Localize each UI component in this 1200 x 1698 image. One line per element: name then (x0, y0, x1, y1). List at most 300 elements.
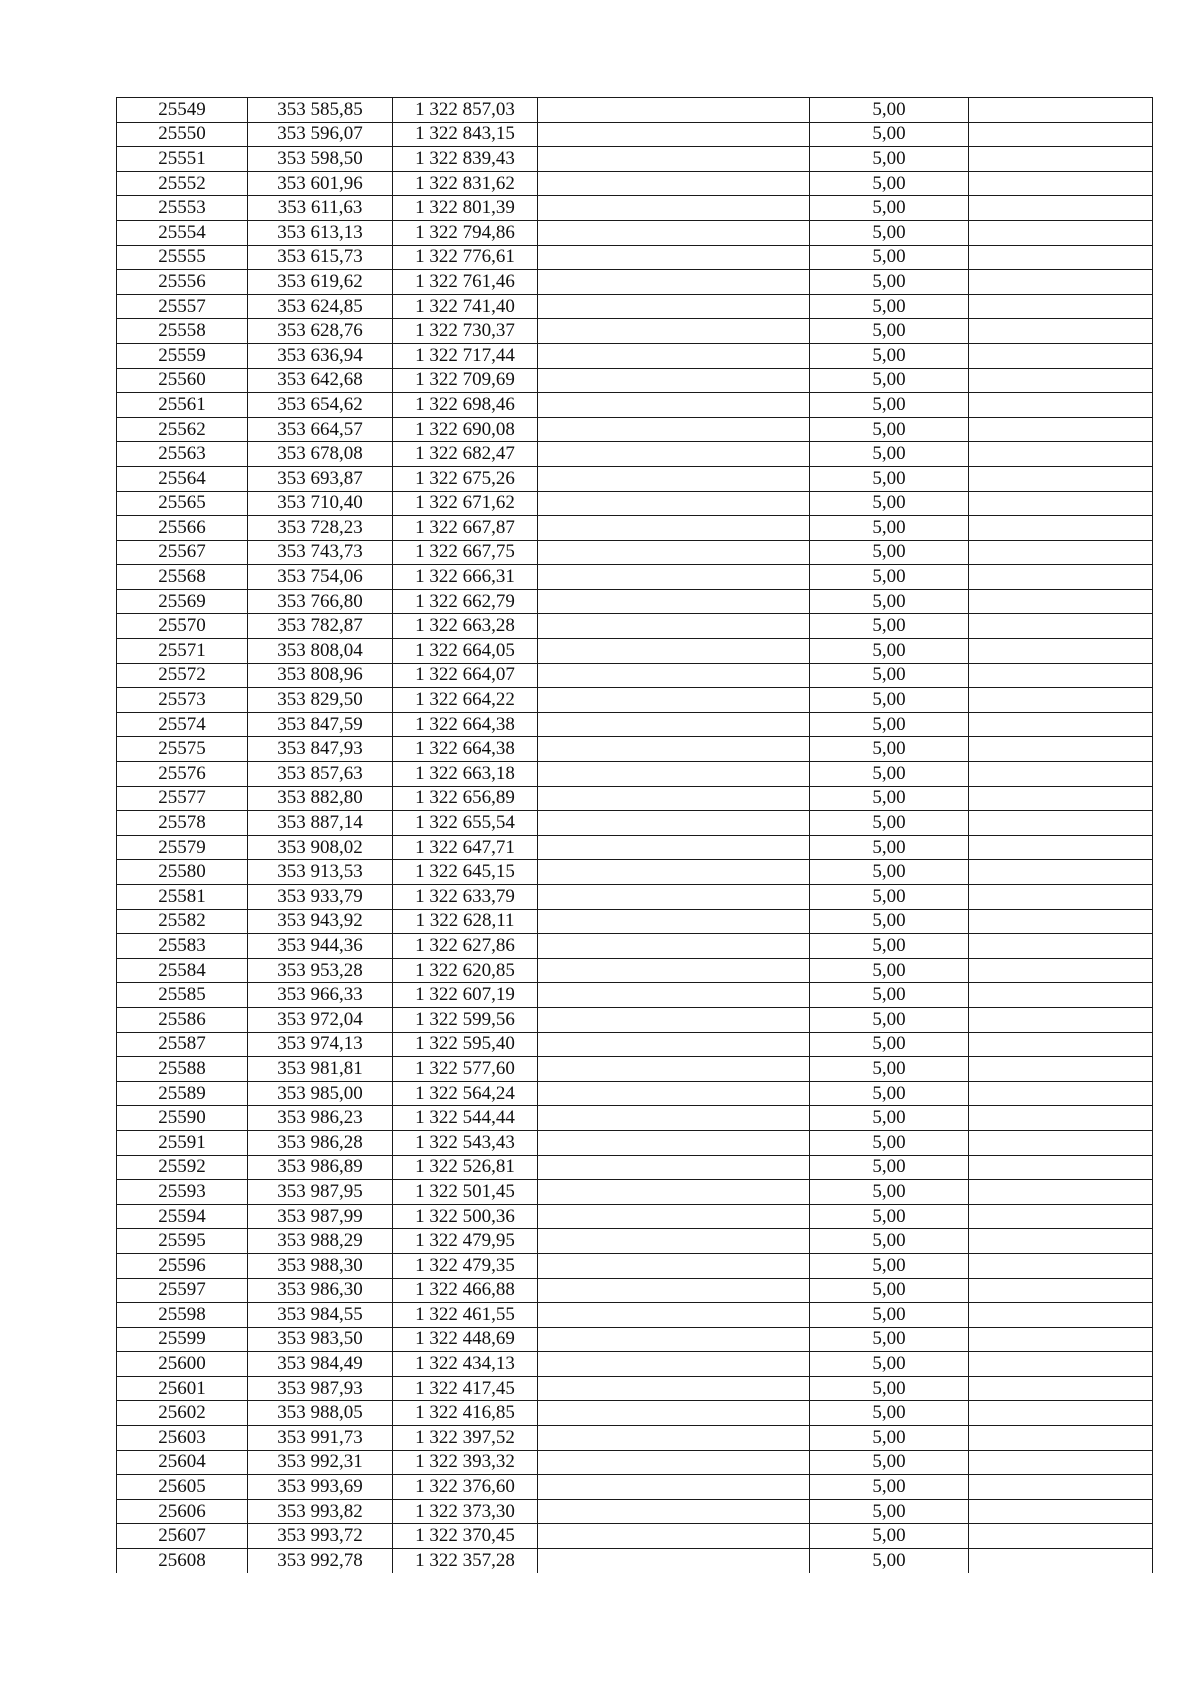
empty-cell (969, 294, 1153, 319)
empty-cell (538, 909, 810, 934)
x-coordinate-cell: 353 654,62 (248, 393, 393, 418)
x-coordinate-cell: 353 847,93 (248, 737, 393, 762)
coordinate-table (116, 97, 1153, 1573)
empty-cell (538, 1204, 810, 1229)
point-number-cell: 25561 (117, 393, 248, 418)
point-number-cell: 25602 (117, 1401, 248, 1426)
x-coordinate-cell: 353 611,63 (248, 196, 393, 221)
accuracy-value-cell: 5,00 (810, 393, 969, 418)
y-coordinate-cell: 1 322 628,11 (393, 909, 538, 934)
accuracy-value-cell: 5,00 (810, 294, 969, 319)
accuracy-value-cell: 5,00 (810, 934, 969, 959)
y-coordinate-cell: 1 322 647,71 (393, 835, 538, 860)
y-coordinate-cell: 1 322 466,88 (393, 1278, 538, 1303)
accuracy-value-cell: 5,00 (810, 1352, 969, 1377)
table-row (117, 663, 1153, 688)
empty-cell (969, 393, 1153, 418)
point-number-cell: 25562 (117, 417, 248, 442)
y-coordinate-cell: 1 322 633,79 (393, 885, 538, 910)
empty-cell (538, 294, 810, 319)
empty-cell (538, 466, 810, 491)
y-coordinate-cell: 1 322 794,86 (393, 220, 538, 245)
empty-cell (969, 171, 1153, 196)
empty-cell (969, 1180, 1153, 1205)
accuracy-value-cell: 5,00 (810, 1130, 969, 1155)
x-coordinate-cell: 353 991,73 (248, 1426, 393, 1451)
y-coordinate-cell: 1 322 662,79 (393, 589, 538, 614)
y-coordinate-cell: 1 322 620,85 (393, 958, 538, 983)
empty-cell (538, 934, 810, 959)
x-coordinate-cell: 353 908,02 (248, 835, 393, 860)
y-coordinate-cell: 1 322 501,45 (393, 1180, 538, 1205)
table-row (117, 196, 1153, 221)
table-row (117, 1180, 1153, 1205)
point-number-cell: 25564 (117, 466, 248, 491)
empty-cell (538, 491, 810, 516)
empty-cell (538, 196, 810, 221)
table-row (117, 1155, 1153, 1180)
empty-cell (538, 1524, 810, 1549)
table-row (117, 393, 1153, 418)
empty-cell (538, 540, 810, 565)
accuracy-value-cell: 5,00 (810, 1499, 969, 1524)
accuracy-value-cell: 5,00 (810, 270, 969, 295)
x-coordinate-cell: 353 693,87 (248, 466, 393, 491)
y-coordinate-cell: 1 322 416,85 (393, 1401, 538, 1426)
accuracy-value-cell: 5,00 (810, 565, 969, 590)
point-number-cell: 25556 (117, 270, 248, 295)
table-row (117, 639, 1153, 664)
x-coordinate-cell: 353 636,94 (248, 343, 393, 368)
accuracy-value-cell: 5,00 (810, 196, 969, 221)
y-coordinate-cell: 1 322 664,07 (393, 663, 538, 688)
x-coordinate-cell: 353 664,57 (248, 417, 393, 442)
point-number-cell: 25585 (117, 983, 248, 1008)
table-row (117, 1204, 1153, 1229)
point-number-cell: 25583 (117, 934, 248, 959)
empty-cell (969, 712, 1153, 737)
y-coordinate-cell: 1 322 461,55 (393, 1303, 538, 1328)
accuracy-value-cell: 5,00 (810, 885, 969, 910)
table-row (117, 368, 1153, 393)
y-coordinate-cell: 1 322 682,47 (393, 442, 538, 467)
x-coordinate-cell: 353 728,23 (248, 516, 393, 541)
empty-cell (969, 319, 1153, 344)
accuracy-value-cell: 5,00 (810, 835, 969, 860)
y-coordinate-cell: 1 322 544,44 (393, 1106, 538, 1131)
empty-cell (969, 811, 1153, 836)
x-coordinate-cell: 353 988,05 (248, 1401, 393, 1426)
empty-cell (969, 1130, 1153, 1155)
point-number-cell: 25567 (117, 540, 248, 565)
empty-cell (538, 1549, 810, 1573)
empty-cell (538, 1426, 810, 1451)
empty-cell (538, 1303, 810, 1328)
accuracy-value-cell: 5,00 (810, 368, 969, 393)
table-row (117, 589, 1153, 614)
empty-cell (969, 565, 1153, 590)
point-number-cell: 25589 (117, 1081, 248, 1106)
empty-cell (969, 98, 1153, 123)
y-coordinate-cell: 1 322 417,45 (393, 1376, 538, 1401)
x-coordinate-cell: 353 619,62 (248, 270, 393, 295)
empty-cell (538, 442, 810, 467)
empty-cell (538, 1475, 810, 1500)
empty-cell (969, 958, 1153, 983)
x-coordinate-cell: 353 613,13 (248, 220, 393, 245)
y-coordinate-cell: 1 322 741,40 (393, 294, 538, 319)
accuracy-value-cell: 5,00 (810, 516, 969, 541)
accuracy-value-cell: 5,00 (810, 122, 969, 147)
x-coordinate-cell: 353 986,30 (248, 1278, 393, 1303)
point-number-cell: 25584 (117, 958, 248, 983)
empty-cell (538, 811, 810, 836)
y-coordinate-cell: 1 322 675,26 (393, 466, 538, 491)
empty-cell (969, 417, 1153, 442)
empty-cell (969, 1253, 1153, 1278)
empty-cell (969, 1106, 1153, 1131)
point-number-cell: 25573 (117, 688, 248, 713)
empty-cell (538, 589, 810, 614)
y-coordinate-cell: 1 322 664,38 (393, 737, 538, 762)
table-row (117, 122, 1153, 147)
accuracy-value-cell: 5,00 (810, 1549, 969, 1573)
y-coordinate-cell: 1 322 543,43 (393, 1130, 538, 1155)
table-row (117, 98, 1153, 123)
empty-cell (969, 1155, 1153, 1180)
empty-cell (538, 885, 810, 910)
empty-cell (969, 491, 1153, 516)
point-number-cell: 25588 (117, 1057, 248, 1082)
y-coordinate-cell: 1 322 831,62 (393, 171, 538, 196)
point-number-cell: 25554 (117, 220, 248, 245)
empty-cell (969, 1376, 1153, 1401)
table-row (117, 319, 1153, 344)
y-coordinate-cell: 1 322 776,61 (393, 245, 538, 270)
x-coordinate-cell: 353 913,53 (248, 860, 393, 885)
point-number-cell: 25557 (117, 294, 248, 319)
table-row (117, 1032, 1153, 1057)
table-row (117, 220, 1153, 245)
empty-cell (538, 786, 810, 811)
point-number-cell: 25553 (117, 196, 248, 221)
y-coordinate-cell: 1 322 667,87 (393, 516, 538, 541)
y-coordinate-cell: 1 322 479,35 (393, 1253, 538, 1278)
x-coordinate-cell: 353 993,82 (248, 1499, 393, 1524)
y-coordinate-cell: 1 322 376,60 (393, 1475, 538, 1500)
y-coordinate-cell: 1 322 663,18 (393, 762, 538, 787)
x-coordinate-cell: 353 981,81 (248, 1057, 393, 1082)
empty-cell (969, 1499, 1153, 1524)
empty-cell (969, 786, 1153, 811)
x-coordinate-cell: 353 966,33 (248, 983, 393, 1008)
empty-cell (969, 737, 1153, 762)
accuracy-value-cell: 5,00 (810, 245, 969, 270)
accuracy-value-cell: 5,00 (810, 1278, 969, 1303)
x-coordinate-cell: 353 984,55 (248, 1303, 393, 1328)
point-number-cell: 25604 (117, 1450, 248, 1475)
point-number-cell: 25563 (117, 442, 248, 467)
accuracy-value-cell: 5,00 (810, 860, 969, 885)
table-row (117, 1007, 1153, 1032)
accuracy-value-cell: 5,00 (810, 762, 969, 787)
empty-cell (538, 1032, 810, 1057)
x-coordinate-cell: 353 624,85 (248, 294, 393, 319)
empty-cell (538, 122, 810, 147)
x-coordinate-cell: 353 986,89 (248, 1155, 393, 1180)
empty-cell (538, 1057, 810, 1082)
table-row (117, 147, 1153, 172)
table-row (117, 786, 1153, 811)
point-number-cell: 25572 (117, 663, 248, 688)
accuracy-value-cell: 5,00 (810, 319, 969, 344)
empty-cell (538, 270, 810, 295)
accuracy-value-cell: 5,00 (810, 639, 969, 664)
y-coordinate-cell: 1 322 393,32 (393, 1450, 538, 1475)
y-coordinate-cell: 1 322 526,81 (393, 1155, 538, 1180)
empty-cell (538, 1081, 810, 1106)
table-row (117, 835, 1153, 860)
accuracy-value-cell: 5,00 (810, 688, 969, 713)
table-row (117, 712, 1153, 737)
point-number-cell: 25607 (117, 1524, 248, 1549)
x-coordinate-cell: 353 754,06 (248, 565, 393, 590)
x-coordinate-cell: 353 857,63 (248, 762, 393, 787)
y-coordinate-cell: 1 322 671,62 (393, 491, 538, 516)
empty-cell (538, 860, 810, 885)
empty-cell (538, 688, 810, 713)
point-number-cell: 25580 (117, 860, 248, 885)
table-row (117, 565, 1153, 590)
empty-cell (538, 1278, 810, 1303)
y-coordinate-cell: 1 322 564,24 (393, 1081, 538, 1106)
empty-cell (969, 860, 1153, 885)
point-number-cell: 25595 (117, 1229, 248, 1254)
accuracy-value-cell: 5,00 (810, 1524, 969, 1549)
table-row (117, 737, 1153, 762)
point-number-cell: 25570 (117, 614, 248, 639)
accuracy-value-cell: 5,00 (810, 663, 969, 688)
empty-cell (538, 1106, 810, 1131)
y-coordinate-cell: 1 322 357,28 (393, 1549, 538, 1573)
x-coordinate-cell: 353 992,31 (248, 1450, 393, 1475)
accuracy-value-cell: 5,00 (810, 786, 969, 811)
point-number-cell: 25560 (117, 368, 248, 393)
empty-cell (538, 220, 810, 245)
empty-cell (969, 1204, 1153, 1229)
table-row (117, 1376, 1153, 1401)
y-coordinate-cell: 1 322 599,56 (393, 1007, 538, 1032)
empty-cell (969, 1303, 1153, 1328)
accuracy-value-cell: 5,00 (810, 1204, 969, 1229)
point-number-cell: 25574 (117, 712, 248, 737)
accuracy-value-cell: 5,00 (810, 1253, 969, 1278)
x-coordinate-cell: 353 882,80 (248, 786, 393, 811)
y-coordinate-cell: 1 322 843,15 (393, 122, 538, 147)
table-row (117, 909, 1153, 934)
empty-cell (538, 614, 810, 639)
accuracy-value-cell: 5,00 (810, 1475, 969, 1500)
x-coordinate-cell: 353 628,76 (248, 319, 393, 344)
empty-cell (538, 1007, 810, 1032)
table-row (117, 1499, 1153, 1524)
point-number-cell: 25552 (117, 171, 248, 196)
table-row (117, 1130, 1153, 1155)
empty-cell (538, 712, 810, 737)
y-coordinate-cell: 1 322 663,28 (393, 614, 538, 639)
accuracy-value-cell: 5,00 (810, 1081, 969, 1106)
accuracy-value-cell: 5,00 (810, 147, 969, 172)
point-number-cell: 25571 (117, 639, 248, 664)
point-number-cell: 25579 (117, 835, 248, 860)
x-coordinate-cell: 353 953,28 (248, 958, 393, 983)
point-number-cell: 25593 (117, 1180, 248, 1205)
empty-cell (538, 1229, 810, 1254)
accuracy-value-cell: 5,00 (810, 983, 969, 1008)
y-coordinate-cell: 1 322 500,36 (393, 1204, 538, 1229)
empty-cell (969, 220, 1153, 245)
empty-cell (969, 1081, 1153, 1106)
x-coordinate-cell: 353 598,50 (248, 147, 393, 172)
accuracy-value-cell: 5,00 (810, 1303, 969, 1328)
accuracy-value-cell: 5,00 (810, 1155, 969, 1180)
table-row (117, 294, 1153, 319)
empty-cell (538, 639, 810, 664)
empty-cell (538, 171, 810, 196)
x-coordinate-cell: 353 596,07 (248, 122, 393, 147)
table-row (117, 466, 1153, 491)
x-coordinate-cell: 353 988,30 (248, 1253, 393, 1278)
point-number-cell: 25551 (117, 147, 248, 172)
accuracy-value-cell: 5,00 (810, 1180, 969, 1205)
y-coordinate-cell: 1 322 690,08 (393, 417, 538, 442)
x-coordinate-cell: 353 972,04 (248, 1007, 393, 1032)
x-coordinate-cell: 353 887,14 (248, 811, 393, 836)
y-coordinate-cell: 1 322 664,22 (393, 688, 538, 713)
empty-cell (969, 589, 1153, 614)
table-row (117, 1278, 1153, 1303)
y-coordinate-cell: 1 322 607,19 (393, 983, 538, 1008)
x-coordinate-cell: 353 987,93 (248, 1376, 393, 1401)
accuracy-value-cell: 5,00 (810, 540, 969, 565)
accuracy-value-cell: 5,00 (810, 491, 969, 516)
point-number-cell: 25590 (117, 1106, 248, 1131)
table-row (117, 958, 1153, 983)
accuracy-value-cell: 5,00 (810, 466, 969, 491)
table-row (117, 860, 1153, 885)
y-coordinate-cell: 1 322 656,89 (393, 786, 538, 811)
accuracy-value-cell: 5,00 (810, 171, 969, 196)
empty-cell (538, 147, 810, 172)
empty-cell (969, 147, 1153, 172)
x-coordinate-cell: 353 993,72 (248, 1524, 393, 1549)
point-number-cell: 25605 (117, 1475, 248, 1500)
x-coordinate-cell: 353 985,00 (248, 1081, 393, 1106)
x-coordinate-cell: 353 943,92 (248, 909, 393, 934)
table-row (117, 1401, 1153, 1426)
empty-cell (969, 1032, 1153, 1057)
empty-cell (969, 1352, 1153, 1377)
point-number-cell: 25576 (117, 762, 248, 787)
empty-cell (538, 565, 810, 590)
accuracy-value-cell: 5,00 (810, 1032, 969, 1057)
accuracy-value-cell: 5,00 (810, 343, 969, 368)
x-coordinate-cell: 353 601,96 (248, 171, 393, 196)
empty-cell (969, 1450, 1153, 1475)
point-number-cell: 25597 (117, 1278, 248, 1303)
y-coordinate-cell: 1 322 627,86 (393, 934, 538, 959)
point-number-cell: 25603 (117, 1426, 248, 1451)
x-coordinate-cell: 353 933,79 (248, 885, 393, 910)
point-number-cell: 25577 (117, 786, 248, 811)
empty-cell (969, 1007, 1153, 1032)
table-row (117, 885, 1153, 910)
point-number-cell: 25587 (117, 1032, 248, 1057)
x-coordinate-cell: 353 986,28 (248, 1130, 393, 1155)
y-coordinate-cell: 1 322 448,69 (393, 1327, 538, 1352)
x-coordinate-cell: 353 986,23 (248, 1106, 393, 1131)
empty-cell (969, 466, 1153, 491)
x-coordinate-cell: 353 615,73 (248, 245, 393, 270)
y-coordinate-cell: 1 322 839,43 (393, 147, 538, 172)
empty-cell (538, 1450, 810, 1475)
y-coordinate-cell: 1 322 645,15 (393, 860, 538, 885)
point-number-cell: 25594 (117, 1204, 248, 1229)
empty-cell (538, 1376, 810, 1401)
empty-cell (969, 1426, 1153, 1451)
point-number-cell: 25559 (117, 343, 248, 368)
x-coordinate-cell: 353 585,85 (248, 98, 393, 123)
table-row (117, 442, 1153, 467)
empty-cell (969, 196, 1153, 221)
point-number-cell: 25549 (117, 98, 248, 123)
empty-cell (969, 122, 1153, 147)
empty-cell (538, 98, 810, 123)
point-number-cell: 25566 (117, 516, 248, 541)
x-coordinate-cell: 353 988,29 (248, 1229, 393, 1254)
x-coordinate-cell: 353 808,04 (248, 639, 393, 664)
empty-cell (969, 1549, 1153, 1573)
accuracy-value-cell: 5,00 (810, 417, 969, 442)
empty-cell (969, 762, 1153, 787)
table-row (117, 1475, 1153, 1500)
accuracy-value-cell: 5,00 (810, 1007, 969, 1032)
empty-cell (969, 540, 1153, 565)
y-coordinate-cell: 1 322 577,60 (393, 1057, 538, 1082)
empty-cell (969, 270, 1153, 295)
y-coordinate-cell: 1 322 434,13 (393, 1352, 538, 1377)
y-coordinate-cell: 1 322 857,03 (393, 98, 538, 123)
point-number-cell: 25598 (117, 1303, 248, 1328)
table-row (117, 811, 1153, 836)
table-row (117, 614, 1153, 639)
y-coordinate-cell: 1 322 373,30 (393, 1499, 538, 1524)
empty-cell (969, 688, 1153, 713)
empty-cell (969, 1524, 1153, 1549)
y-coordinate-cell: 1 322 655,54 (393, 811, 538, 836)
accuracy-value-cell: 5,00 (810, 1401, 969, 1426)
empty-cell (538, 1180, 810, 1205)
point-number-cell: 25581 (117, 885, 248, 910)
table-row (117, 688, 1153, 713)
point-number-cell: 25599 (117, 1327, 248, 1352)
table-row (117, 1549, 1153, 1573)
empty-cell (538, 1499, 810, 1524)
x-coordinate-cell: 353 993,69 (248, 1475, 393, 1500)
point-number-cell: 25568 (117, 565, 248, 590)
point-number-cell: 25558 (117, 319, 248, 344)
x-coordinate-cell: 353 743,73 (248, 540, 393, 565)
